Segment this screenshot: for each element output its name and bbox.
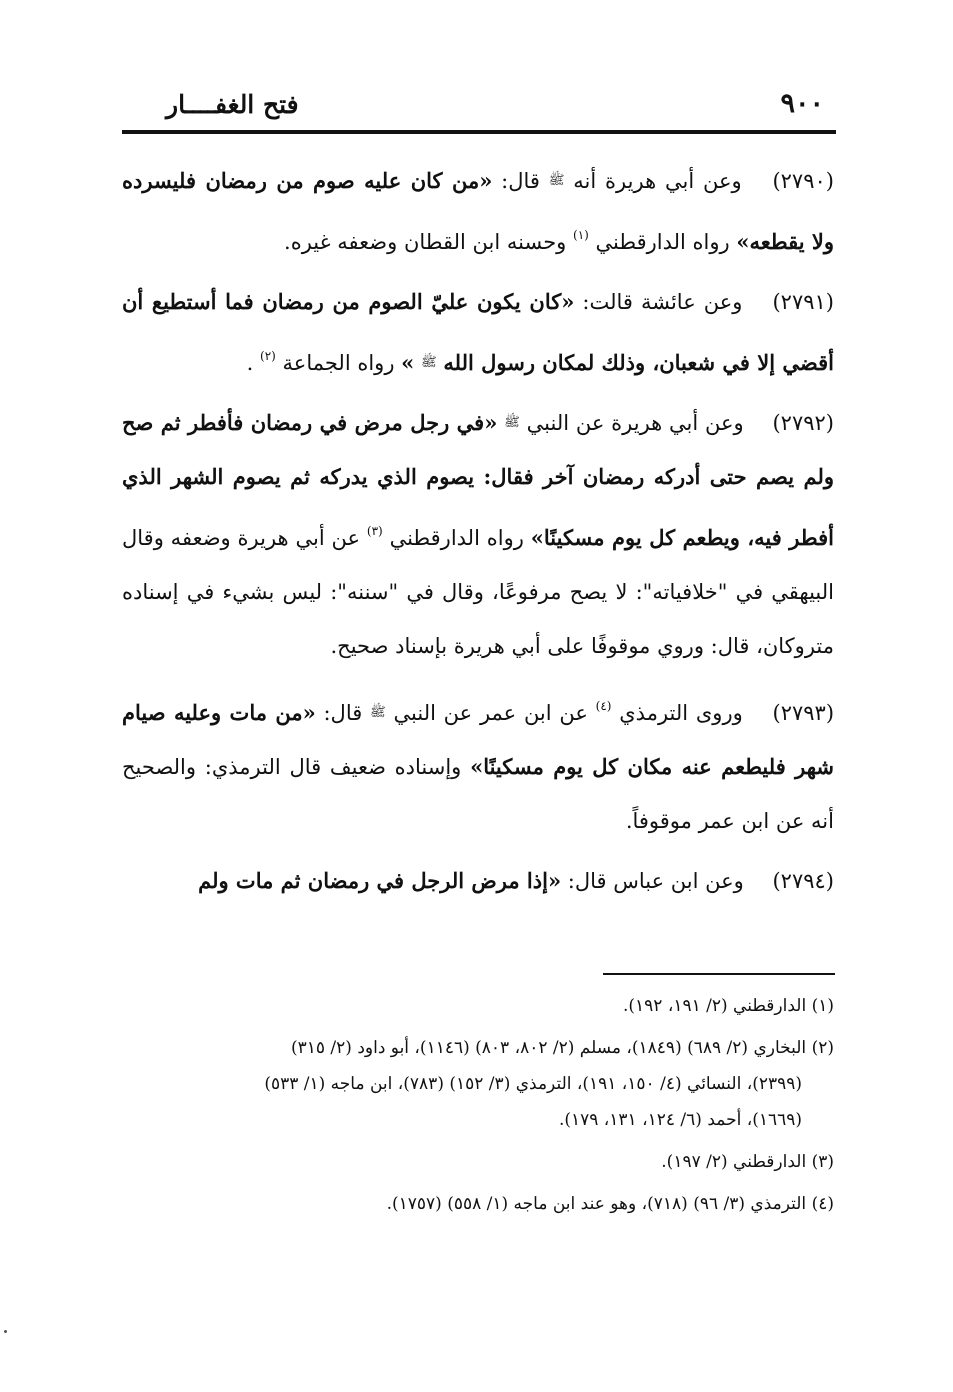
narration-source: رواه الدارقطني <box>595 230 730 254</box>
footnote-text: الدارقطني (٢/ ١٩١، ١٩٢). <box>622 996 807 1016</box>
narration-end: . <box>246 351 254 375</box>
footnote-2 <box>122 1030 834 1138</box>
salutation-glyph: ﷺ <box>370 705 386 720</box>
hadith-quote: «من كان عليه صوم من رمضان فليسرده ولا يقطعه» <box>122 168 834 254</box>
footnote-text-cont: (٢٣٩٩)، النسائي (٤/ ١٥٠، ١٩١)، الترمذي (٣/ ١٥٢) (٧٨٣)، ابن ماجه (١/ ٥٣٣) <box>264 1074 802 1094</box>
narration-intro: وروى الترمذي <box>619 701 743 725</box>
salutation-glyph: ﷺ <box>548 173 565 188</box>
scan-speck <box>4 1330 7 1333</box>
hadith-quote: «في رجل مرض في رمضان فأفطر ثم صح ولم يصم حتى أدركه رمضان آخر فقال: يصوم الذي يدركه ثم يصوم الشهر الذي أفطر فيه، ويطعم كل يوم مسكينًا» <box>122 410 834 550</box>
narration-intro: وعن ابن عباس قال: <box>561 869 744 893</box>
header-rule <box>122 130 836 134</box>
narration-intro: وعن عائشة قالت: <box>574 290 743 314</box>
footnotes <box>122 988 834 1228</box>
footnote-label: (٣) <box>811 1152 834 1172</box>
narration-intro: وعن أبي هريرة أنه <box>573 169 742 193</box>
narration-grading: وإسناده ضعيف قال الترمذي: والصحيح أنه عن ابن عمر موقوفاً. <box>122 755 834 833</box>
salutation-glyph: ﷺ <box>504 415 520 430</box>
footnote-4 <box>122 1186 834 1222</box>
hadith-number: (٢٧٩٠) <box>772 169 834 193</box>
narration-commentary: عن أبي هريرة وضعفه وقال البيهقي في "خلافياته": لا يصح مرفوعًا، وقال في "سننه": ليس بشيء في إسناده متروكان، قال: وروي موقوفًا على أبي هريرة بإسناد صحيح. <box>122 526 834 658</box>
hadith-quote: «من مات وعليه صيام شهر فليطعم عنه مكان كل يوم مسكينًا» <box>122 700 834 779</box>
hadith-quote-end: » <box>401 350 415 375</box>
hadith-number: (٢٧٩٤) <box>772 869 834 893</box>
salutation-glyph: ﷺ <box>420 355 437 370</box>
footnote-ref[interactable]: (٣) <box>366 524 383 538</box>
footnote-text: الترمذي (٣/ ٩٦) (٧١٨)، وهو عند ابن ماجه (١/ ٥٥٨) (١٧٥٧). <box>386 1194 807 1214</box>
hadith-2790 <box>122 154 834 269</box>
main-text <box>122 154 834 914</box>
hadith-quote: «كان يكون عليّ الصوم من رمضان فما أستطيع أن أقضي إلا في شعبان، وذلك لمكان رسول الله <box>122 289 834 375</box>
hadith-2791 <box>122 275 834 390</box>
footnote-label: (٢) <box>811 1038 834 1058</box>
footnote-ref[interactable]: (٤) <box>595 699 612 713</box>
narration-mid2: قال: <box>315 701 363 725</box>
narration-grading: وحسنه ابن القطان وضعفه غيره. <box>284 230 567 254</box>
footnote-ref[interactable]: (١) <box>573 228 589 242</box>
footnote-1 <box>122 988 834 1024</box>
hadith-2793 <box>122 679 834 848</box>
page-header <box>122 88 834 132</box>
footnote-separator <box>603 973 835 975</box>
footnote-text: الدارقطني (٢/ ١٩٧). <box>661 1152 807 1172</box>
hadith-number: (٢٧٩٢) <box>772 411 834 435</box>
narration-mid: قال: <box>492 169 540 193</box>
narration-intro: وعن أبي هريرة عن النبي <box>526 411 744 435</box>
hadith-number: (٢٧٩٣) <box>772 701 835 725</box>
footnote-label: (١) <box>811 996 834 1016</box>
hadith-quote: «إذا مرض الرجل في رمضان ثم مات ولم <box>198 868 562 893</box>
footnote-text: البخاري (٢/ ٦٨٩) (١٨٤٩)، مسلم (٢/ ٨٠٢، ٨٠٣) (١١٤٦)، أبو داود (٢/ ٣١٥) <box>290 1038 807 1058</box>
page-number: ٩٠٠ <box>780 88 824 119</box>
footnote-text-cont: (١٦٦٩)، أحمد (٦/ ١٢٤، ١٣١، ١٧٩). <box>558 1110 802 1130</box>
footnote-label: (٤) <box>811 1194 834 1214</box>
narration-source: رواه الدارقطني <box>389 526 524 550</box>
book-title: فتح الغفــــار <box>166 90 299 119</box>
hadith-number: (٢٧٩١) <box>772 290 834 314</box>
narration-mid: عن ابن عمر عن النبي <box>393 701 588 725</box>
footnote-ref[interactable]: (٢) <box>260 349 276 363</box>
footnote-3 <box>122 1144 834 1180</box>
narration-source: رواه الجماعة <box>282 351 395 375</box>
hadith-2794 <box>122 854 834 908</box>
hadith-2792 <box>122 396 834 673</box>
